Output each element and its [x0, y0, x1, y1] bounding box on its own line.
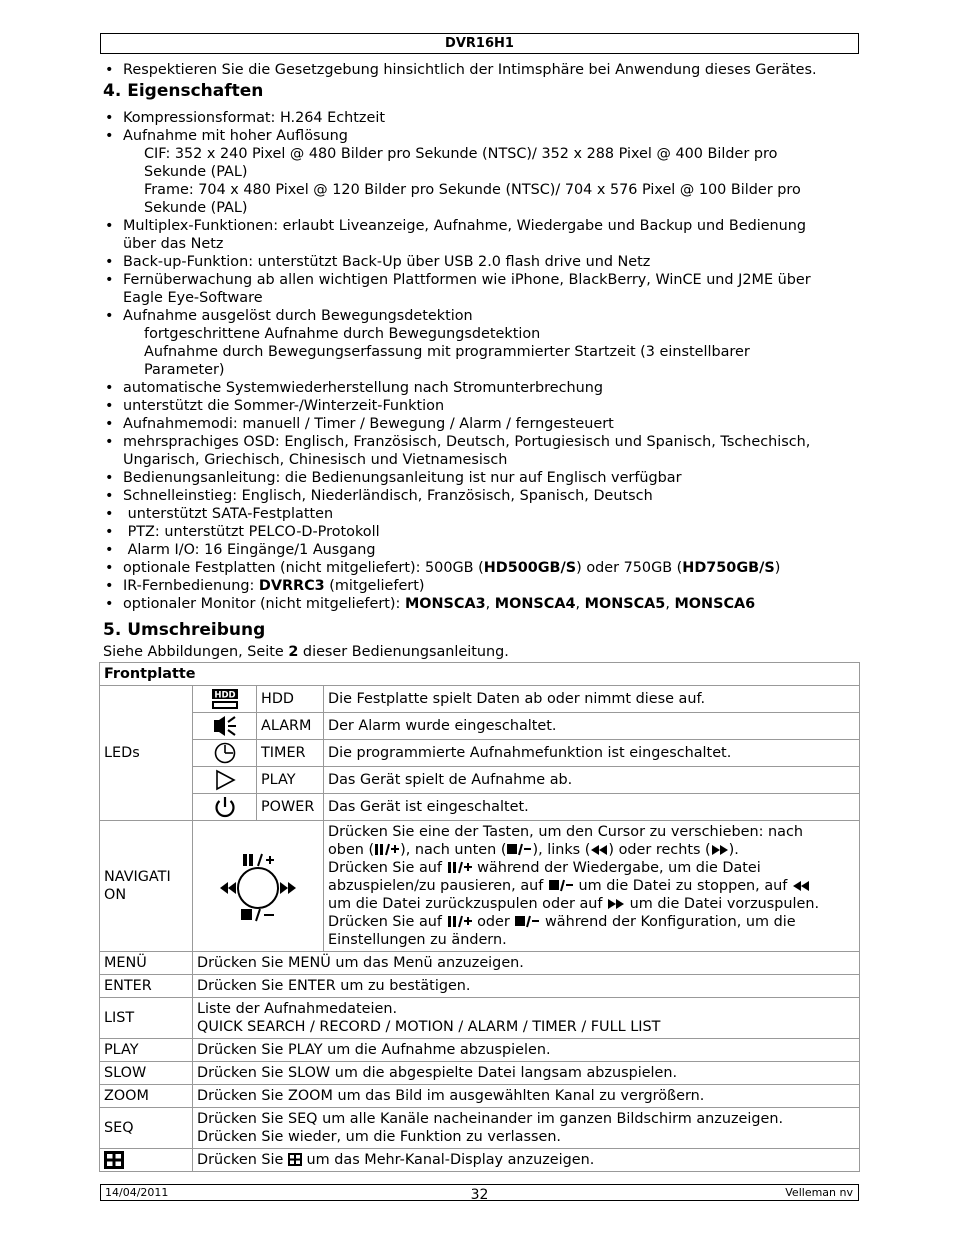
- part-number: MONSCA5: [584, 596, 666, 612]
- text: ) oder rechts (: [608, 842, 711, 858]
- separator: ,: [575, 596, 585, 612]
- stop-minus-icon: [548, 879, 574, 892]
- list-item: • Aufnahmemodi: manuell / Timer / Bewegung / Alarm / ferngesteuert: [103, 415, 838, 433]
- table-row: [100, 952, 860, 975]
- list-item-line: Ungarisch, Griechisch, Chinesisch und Vietnamesisch: [123, 452, 508, 468]
- list-item: • PTZ: unterstützt PELCO-D-Protokoll: [103, 523, 838, 541]
- led-name: ALARM: [257, 713, 324, 740]
- play-icon: [193, 767, 257, 794]
- list-item: • unterstützt die Sommer-/Winterzeit-Funktion: [103, 397, 838, 415]
- nav-line: [328, 877, 855, 895]
- sub-text: Frame: 704 x 480 Pixel @ 120 Bilder pro Sekunde (NTSC)/ 704 x 576 Pixel @ 100 Bilder pro: [144, 182, 801, 198]
- text: um die Datei zu stoppen, auf: [573, 878, 792, 894]
- fast-forward-icon: [711, 844, 729, 856]
- text: (mitgeliefert): [324, 578, 425, 594]
- desc-line: Drücken Sie wieder, um die Funktion zu verlassen.: [197, 1129, 562, 1145]
- key-desc: Drücken Sie SLOW um die abgespielte Datei langsam abzuspielen.: [193, 1062, 860, 1085]
- label-line: ON: [104, 887, 127, 903]
- front-panel-table: [99, 662, 860, 1172]
- footer-date: 14/04/2011: [105, 1186, 169, 1199]
- list-item: • unterstützt SATA-Festplatten: [103, 505, 838, 523]
- text: optionaler Monitor (nicht mitgeliefert):: [123, 596, 405, 612]
- hdd-icon: [193, 686, 257, 713]
- nav-line: [328, 913, 855, 931]
- leds-label: LEDs: [100, 686, 193, 821]
- text: ) oder 750GB (: [576, 560, 683, 576]
- text: um das Mehr-Kanal-Display anzuzeigen.: [301, 1152, 595, 1168]
- key-desc: [193, 1149, 860, 1172]
- nav-line: [328, 859, 855, 877]
- page-number: 32: [470, 1187, 489, 1203]
- fast-forward-icon: [607, 898, 625, 910]
- table-row: [100, 1039, 860, 1062]
- key-desc: Drücken Sie PLAY um die Aufnahme abzuspielen.: [193, 1039, 860, 1062]
- multi-channel-icon: [100, 1149, 193, 1172]
- text: abzuspielen/zu pausieren, auf: [328, 878, 548, 894]
- multi-channel-icon: [288, 1153, 302, 1166]
- section-heading-eigenschaften: 4. Eigenschaften: [103, 81, 264, 101]
- navigation-label: [100, 821, 193, 952]
- rewind-icon: [590, 844, 608, 856]
- list-item: • Schnelleinstieg: Englisch, Niederländisch, Französisch, Spanisch, Deutsch: [103, 487, 838, 505]
- list-item: [103, 577, 838, 595]
- table-title: Frontplatte: [100, 663, 860, 686]
- nav-line: Drücken Sie eine der Tasten, um den Cursor zu verschieben: nach: [328, 824, 804, 840]
- table-row: [100, 794, 860, 821]
- desc-line: Liste der Aufnahmedateien.: [197, 1001, 398, 1017]
- svg-text:HDD: HDD: [213, 690, 236, 701]
- list-item: • Alarm I/O: 16 Eingänge/1 Ausgang: [103, 541, 838, 559]
- sub-text: CIF: 352 x 240 Pixel @ 480 Bilder pro Sekunde (NTSC)/ 352 x 288 Pixel @ 400 Bilder pro: [144, 146, 778, 162]
- document-header-title: DVR16H1: [100, 33, 859, 54]
- alarm-icon: [193, 713, 257, 740]
- sub-text: fortgeschrittene Aufnahme durch Bewegungsdetektion: [144, 326, 541, 342]
- table-row: [100, 975, 860, 998]
- stop-minus-icon: [506, 843, 532, 856]
- power-icon: [193, 794, 257, 821]
- part-number: MONSCA6: [674, 596, 756, 612]
- key-desc: Drücken Sie ENTER um zu bestätigen.: [193, 975, 860, 998]
- text: IR-Fernbedienung:: [123, 578, 259, 594]
- key-name: ENTER: [100, 975, 193, 998]
- separator: ,: [665, 596, 675, 612]
- features-list: [103, 109, 838, 613]
- key-name: PLAY: [100, 1039, 193, 1062]
- label-line: NAVIGATI: [104, 869, 171, 885]
- led-desc: Das Gerät ist eingeschaltet.: [324, 794, 860, 821]
- pause-plus-icon: [447, 915, 473, 928]
- footer-company: Velleman nv: [785, 1186, 853, 1199]
- text: um die Datei vorzuspulen.: [625, 896, 820, 912]
- text: ).: [728, 842, 739, 858]
- list-item: • Bedienungsanleitung: die Bedienungsanleitung ist nur auf Englisch verfügbar: [103, 469, 838, 487]
- text: um die Datei zurückzuspulen oder auf: [328, 896, 608, 912]
- text: dieser Bedienungsanleitung.: [298, 644, 509, 660]
- list-item: [103, 559, 838, 577]
- table-row: [100, 1108, 860, 1149]
- table-row: [100, 1149, 860, 1172]
- rewind-icon: [792, 880, 818, 892]
- part-number: MONSCA4: [494, 596, 576, 612]
- list-item: • Back-up-Funktion: unterstützt Back-Up über USB 2.0 flash drive und Netz: [103, 253, 838, 271]
- led-name: POWER: [257, 794, 324, 821]
- clock-icon: [193, 740, 257, 767]
- led-desc: Das Gerät spielt de Aufnahme ab.: [324, 767, 860, 794]
- page-footer: [100, 1184, 859, 1201]
- key-desc: Drücken Sie ZOOM um das Bild im ausgewählten Kanal zu vergrößern.: [193, 1085, 860, 1108]
- nav-line: [328, 841, 855, 859]
- section-heading-umschreibung: 5. Umschreibung: [103, 620, 266, 640]
- table-row: [100, 998, 860, 1039]
- intro-list: [103, 61, 838, 79]
- list-item: [103, 271, 838, 307]
- led-name: PLAY: [257, 767, 324, 794]
- text: ): [774, 560, 781, 576]
- text: oder: [472, 914, 515, 930]
- page-ref: 2: [288, 644, 299, 660]
- table-row: [100, 740, 860, 767]
- led-desc: Die Festplatte spielt Daten ab oder nimmt diese auf.: [324, 686, 860, 713]
- led-name: TIMER: [257, 740, 324, 767]
- list-item-line: Multiplex-Funktionen: erlaubt Liveanzeige, Aufnahme, Wiedergabe und Backup und Bedienung: [123, 218, 807, 234]
- nav-line: [328, 895, 855, 913]
- list-item: • Aufnahme ausgelöst durch Bewegungsdetektion: [103, 307, 838, 325]
- part-number: HD750GB/S: [682, 560, 775, 576]
- text: ), links (: [532, 842, 591, 858]
- text: ), nach unten (: [400, 842, 507, 858]
- section-intro: [103, 643, 838, 661]
- list-item: • Respektieren Sie die Gesetzgebung hinsichtlich der Intimsphäre bei Anwendung dieses Gerätes.: [103, 61, 838, 79]
- led-desc: Die programmierte Aufnahmefunktion ist eingeschaltet.: [324, 740, 860, 767]
- pause-plus-icon: [374, 843, 400, 856]
- sub-text: Aufnahme durch Bewegungserfassung mit programmierter Startzeit (3 einstellbarer: [144, 344, 750, 360]
- text: Drücken Sie auf: [328, 914, 447, 930]
- navigation-description: [324, 821, 860, 952]
- list-item: [103, 217, 838, 253]
- key-desc: [193, 1108, 860, 1149]
- key-name: MENÜ: [100, 952, 193, 975]
- page-content: [103, 61, 838, 661]
- list-item-line: Eagle Eye-Software: [123, 290, 263, 306]
- table-row: [100, 767, 860, 794]
- table-row: [100, 686, 860, 713]
- led-name: HDD: [257, 686, 324, 713]
- nav-line: Einstellungen zu ändern.: [328, 932, 507, 948]
- list-item: [103, 127, 838, 145]
- sub-text: Sekunde (PAL): [144, 200, 248, 216]
- list-item: • automatische Systemwiederherstellung nach Stromunterbrechung: [103, 379, 838, 397]
- table-row: [100, 663, 860, 686]
- list-item: • Kompressionsformat: H.264 Echtzeit: [103, 109, 838, 127]
- part-number: MONSCA3: [404, 596, 486, 612]
- text: Drücken Sie auf: [328, 860, 447, 876]
- table-row: [100, 1062, 860, 1085]
- stop-minus-icon: [514, 915, 540, 928]
- navigation-pad-icon: [193, 821, 324, 952]
- text: oben (: [328, 842, 375, 858]
- list-item-line: über das Netz: [123, 236, 224, 252]
- table-row: [100, 1085, 860, 1108]
- sub-text: Sekunde (PAL): [144, 164, 248, 180]
- list-item-line: Fernüberwachung ab allen wichtigen Plattformen wie iPhone, BlackBerry, WinCE und J2ME über: [123, 272, 811, 288]
- table-row: [100, 821, 860, 952]
- list-item-line: mehrsprachiges OSD: Englisch, Französisch, Deutsch, Portugiesisch und Spanisch, Tschechisch,: [123, 434, 811, 450]
- key-name: LIST: [100, 998, 193, 1039]
- desc-line: QUICK SEARCH / RECORD / MOTION / ALARM / TIMER / FULL LIST: [197, 1019, 661, 1035]
- text: Drücken Sie: [197, 1152, 288, 1168]
- key-desc: [193, 998, 860, 1039]
- list-item: [103, 433, 838, 469]
- text: während der Wiedergabe, um die Datei: [472, 860, 761, 876]
- sub-text: Parameter): [144, 362, 225, 378]
- key-desc: Drücken Sie MENÜ um das Menü anzuzeigen.: [193, 952, 860, 975]
- part-number: HD500GB/S: [483, 560, 577, 576]
- key-name: ZOOM: [100, 1085, 193, 1108]
- part-number: DVRRC3: [258, 578, 325, 594]
- desc-line: Drücken Sie SEQ um alle Kanäle nacheinander im ganzen Bildschirm anzuzeigen.: [197, 1111, 784, 1127]
- list-item: [103, 595, 838, 613]
- separator: ,: [485, 596, 495, 612]
- text: während der Konfiguration, um die: [540, 914, 796, 930]
- pause-plus-icon: [447, 861, 473, 874]
- led-desc: Der Alarm wurde eingeschaltet.: [324, 713, 860, 740]
- list-item-text: Aufnahme mit hoher Auflösung: [123, 128, 348, 144]
- key-name: SLOW: [100, 1062, 193, 1085]
- table-row: [100, 713, 860, 740]
- text: optionale Festplatten (nicht mitgeliefert): 500GB (: [123, 560, 484, 576]
- key-name: SEQ: [100, 1108, 193, 1149]
- text: Siehe Abbildungen, Seite: [103, 644, 289, 660]
